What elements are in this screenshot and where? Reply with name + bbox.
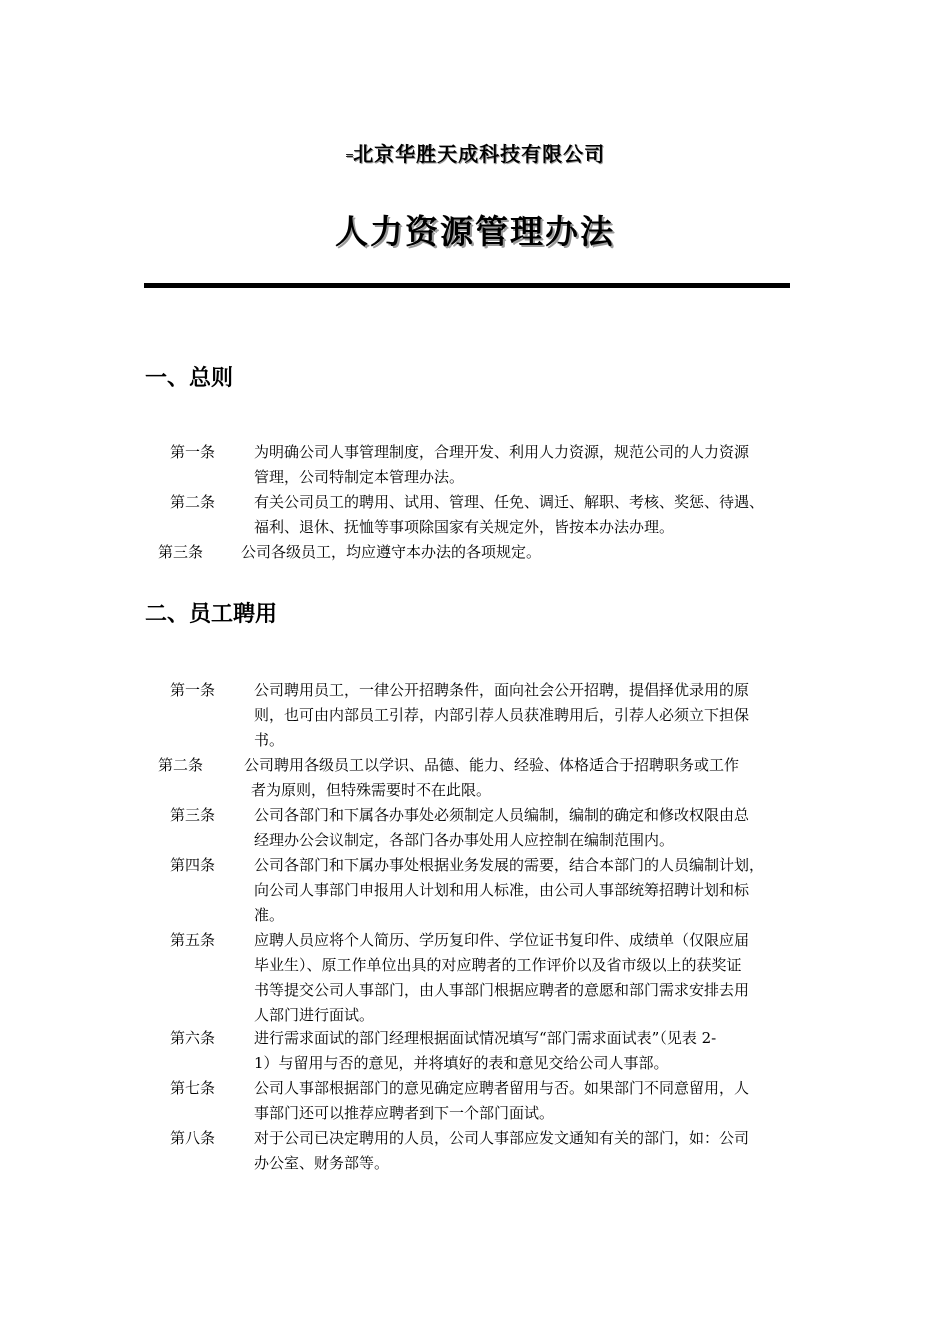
clause-number: 第七条 [170, 1079, 216, 1097]
clause-line: 有关公司员工的聘用、试用、管理、任免、调迁、解职、考核、奖惩、待遇、 [254, 493, 765, 511]
clause-body [244, 753, 739, 803]
clause-line: 经理办公会议制定，各部门各办事处用人应控制在编制范围内。 [254, 831, 675, 849]
clause-number: 第四条 [170, 856, 216, 874]
clause-body [254, 1076, 749, 1126]
clause-line: 公司各部门和下属办事处根据业务发展的需要，结合本部门的人员编制计划， [254, 856, 765, 874]
clause-body [254, 490, 764, 540]
clause-line: 公司各部门和下属各办事处必须制定人员编制，编制的确定和修改权限由总 [254, 806, 750, 824]
clause-line: 办公室、财务部等。 [254, 1154, 390, 1172]
clause-line: 书等提交公司人事部门，由人事部门根据应聘者的意愿和部门需求安排去用 [254, 981, 750, 999]
section-heading-hiring: 二、员工聘用 [145, 602, 278, 627]
clause-line: 应聘人员应将个人简历、学历复印件、学位证书复印件、成绩单（仅限应届 [254, 931, 750, 949]
section-heading-general: 一、总则 [145, 366, 234, 391]
company-prefix-mark: = [344, 149, 354, 162]
clause-body [254, 1126, 749, 1176]
clause-line: 公司聘用各级员工以学识、品德、能力、经验、体格适合于招聘职务或工作 [244, 756, 740, 774]
clause-line: 者为原则，但特殊需要时不在此限。 [251, 781, 492, 799]
clause-number: 第八条 [170, 1129, 216, 1147]
clause-line: 事部门还可以推荐应聘者到下一个部门面试。 [254, 1104, 555, 1122]
clause-number: 第三条 [170, 806, 216, 824]
clause-line: 为明确公司人事管理制度，合理开发、利用人力资源，规范公司的人力资源 [254, 443, 750, 461]
clause-body [241, 540, 541, 565]
clause-line: 进行需求面试的部门经理根据面试情况填写“部门需求面试表”（见表 2- [254, 1029, 717, 1047]
clause-number: 第一条 [170, 443, 216, 461]
clause-body [254, 678, 749, 753]
clause-number: 第六条 [170, 1029, 216, 1047]
company-name [0, 138, 950, 167]
clause-number: 第三条 [158, 543, 204, 561]
clause-number: 第二条 [158, 756, 204, 774]
company-name-text: 北京华胜天成科技有限公司 [353, 142, 606, 166]
clause-number: 第五条 [170, 931, 216, 949]
clause-body [254, 853, 764, 928]
clause-number: 第一条 [170, 681, 216, 699]
clause-body [254, 440, 749, 490]
title-divider [144, 283, 790, 288]
clause-line: 则，也可由内部员工引荐，内部引荐人员获准聘用后，引荐人必须立下担保 [254, 706, 750, 724]
clause-body [254, 803, 749, 853]
clause-line: 对于公司已决定聘用的人员，公司人事部应发文通知有关的部门，如：公司 [254, 1129, 750, 1147]
clause-line: 管理，公司特制定本管理办法。 [254, 468, 465, 486]
clause-line: 书。 [254, 731, 285, 749]
clause-body [254, 928, 749, 1028]
clause-line: 向公司人事部门申报用人计划和用人标准，由公司人事部统筹招聘计划和标 [254, 881, 750, 899]
document-title: 人力资源管理办法 [335, 212, 615, 251]
clause-line: 准。 [254, 906, 285, 924]
clause-body [254, 1026, 716, 1076]
clause-line: 公司人事部根据部门的意见确定应聘者留用与否。如果部门不同意留用，人 [254, 1079, 750, 1097]
clause-line: 毕业生）、原工作单位出具的对应聘者的工作评价以及省市级以上的获奖证 [254, 956, 742, 974]
clause-line: 公司各级员工，均应遵守本办法的各项规定。 [241, 543, 542, 561]
clause-line: 福利、退休、抚恤等事项除国家有关规定外，皆按本办法办理。 [254, 518, 675, 536]
clause-number: 第二条 [170, 493, 216, 511]
clause-line: 公司聘用员工，一律公开招聘条件，面向社会公开招聘，提倡择优录用的原 [254, 681, 750, 699]
clause-line: 1）与留用与否的意见，并将填好的表和意见交给公司人事部。 [254, 1054, 669, 1072]
clause-line: 人部门进行面试。 [254, 1006, 375, 1024]
